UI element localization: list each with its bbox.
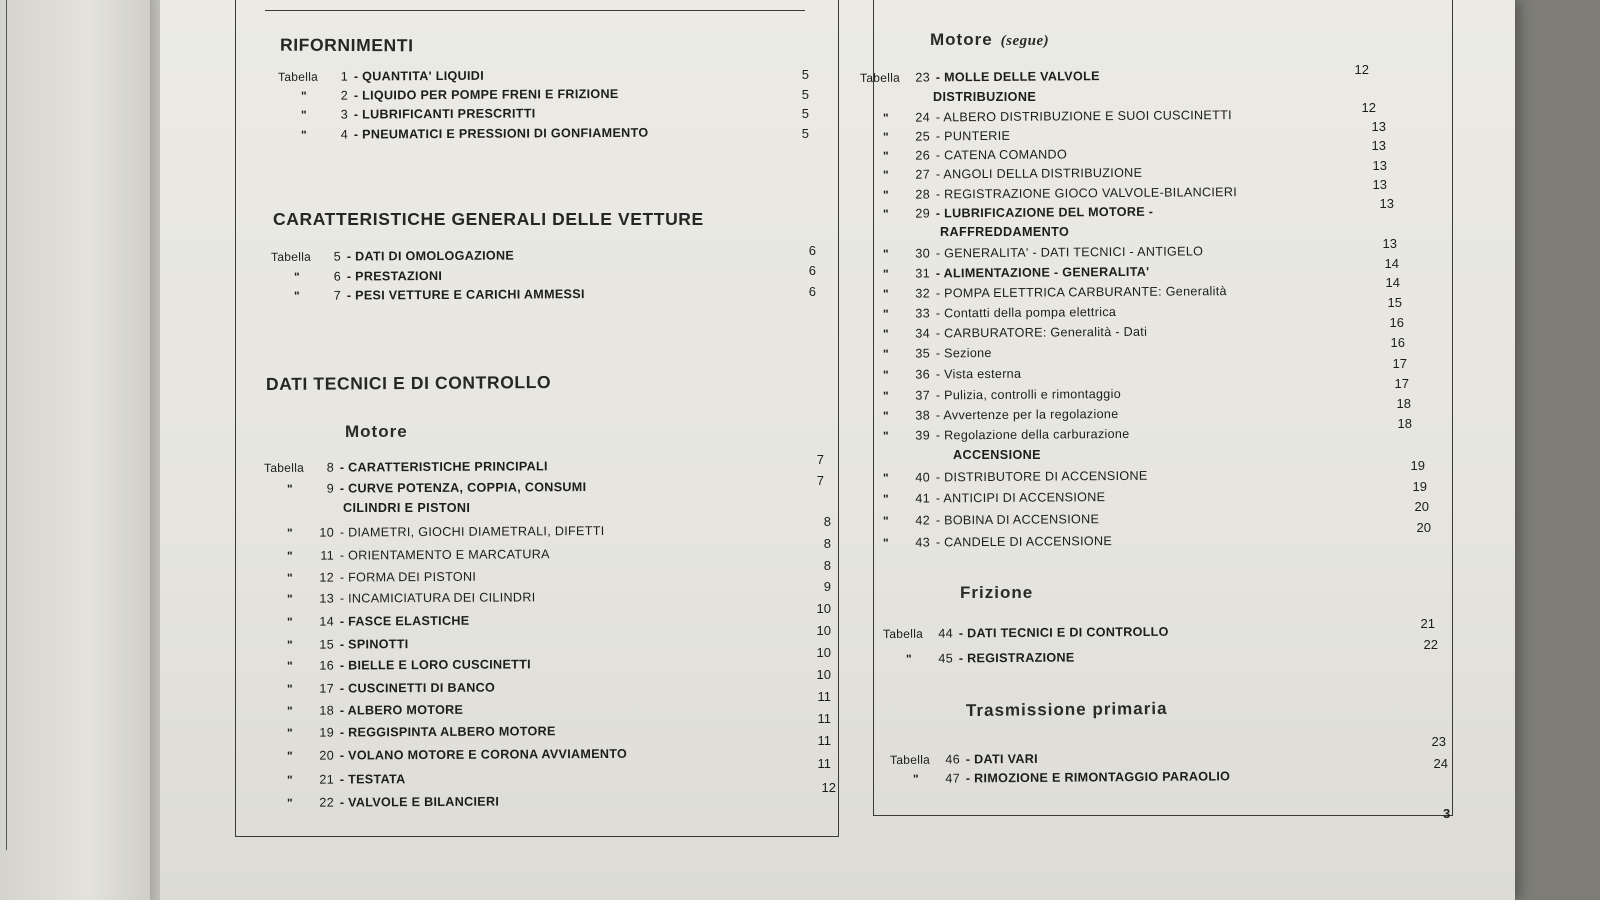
entry-number: 4 <box>340 127 349 142</box>
entry-page-number: 13 <box>1372 177 1387 192</box>
entry-page-number: 10 <box>816 601 831 616</box>
entry-title: - Regolazione della carburazione <box>931 426 1130 443</box>
section-title-caratteristiche: CARATTERISTICHE GENERALI DELLE VETTURE <box>273 209 704 229</box>
entry-number: 10 <box>319 525 335 540</box>
entry-title: - ANTICIPI DI ACCENSIONE <box>931 490 1106 506</box>
entry-title: - Pulizia, controlli e rimontaggio <box>931 386 1122 403</box>
entry-title: - QUANTITA' LIQUIDI <box>349 68 485 84</box>
section-title-rifornimenti: RIFORNIMENTI <box>279 34 414 56</box>
entry-title: - GENERALITA' - DATI TECNICI - ANTIGELO <box>931 244 1204 261</box>
entry-number: 23 <box>915 70 931 85</box>
entry-title: - CUSCINETTI DI BANCO <box>335 680 496 696</box>
entry-number: 47 <box>945 771 961 786</box>
facing-page-edge <box>0 0 150 900</box>
left-column-top-rule <box>265 0 805 11</box>
entry-prefix: Tabella <box>859 70 901 85</box>
right-entry-27 <box>860 165 1142 183</box>
entry-number: 28 <box>915 187 931 202</box>
entry-number: 27 <box>915 167 931 182</box>
entry-page-number: 13 <box>1382 236 1397 251</box>
right-entry-26 <box>860 146 1067 164</box>
entry-page-number: 11 <box>817 756 831 771</box>
entry-title: - CATENA COMANDO <box>931 147 1068 163</box>
right-entry-47 <box>890 768 1230 787</box>
left-entry-5 <box>271 248 514 265</box>
entry-page-number: 18 <box>1396 396 1411 411</box>
entry-prefix: " <box>882 167 890 182</box>
right-entry-40 <box>860 468 1148 486</box>
right-entry-28 <box>860 184 1237 203</box>
right-entry-42 <box>860 511 1099 529</box>
entry-title: - FASCE ELASTICHE <box>335 613 470 629</box>
entry-prefix: " <box>286 703 294 718</box>
page-number: 3 <box>1443 806 1451 821</box>
entry-number: 45 <box>938 651 954 666</box>
entry-page-number: 10 <box>816 623 831 638</box>
entry-page-number: 11 <box>817 689 831 704</box>
entry-title: - MOLLE DELLE VALVOLE <box>931 69 1100 85</box>
entry-page-number: 21 <box>1420 616 1435 631</box>
entry-number: 43 <box>915 535 931 550</box>
entry-prefix: " <box>882 346 890 361</box>
entry-page-number: 14 <box>1384 256 1399 271</box>
entry-prefix: " <box>882 129 890 144</box>
left-entry-20 <box>264 746 627 764</box>
entry-number: 5 <box>333 249 342 264</box>
right-entry-45 <box>883 649 1075 667</box>
entry-title: - SPINOTTI <box>335 637 409 652</box>
entry-title: - DATI TECNICI E DI CONTROLLO <box>954 624 1169 641</box>
entry-prefix: " <box>300 107 308 122</box>
right-entry-23 <box>860 68 1100 86</box>
entry-number: 24 <box>915 110 931 125</box>
entry-title-continuation: DISTRIBUZIONE <box>933 90 1037 104</box>
index-page <box>160 0 1515 900</box>
entry-prefix: " <box>286 725 294 740</box>
entry-number: 26 <box>915 148 931 163</box>
entry-title: - PESI VETTURE E CARICHI AMMESSI <box>342 287 585 303</box>
subsection-title-trasmissione: Trasmissione primaria <box>965 698 1168 721</box>
entry-title: - Sezione <box>931 345 992 361</box>
entry-number: 21 <box>319 772 335 787</box>
entry-number: 41 <box>915 491 931 506</box>
entry-prefix: " <box>286 591 294 606</box>
entry-title: - CARBURATORE: Generalità - Dati <box>931 324 1148 341</box>
entry-page-number: 7 <box>816 452 824 467</box>
left-entry-13 <box>264 589 536 607</box>
entry-page-number: 17 <box>1392 356 1407 371</box>
entry-number: 8 <box>326 460 335 475</box>
left-entry-18 <box>264 702 463 719</box>
entry-title: - PUNTERIE <box>931 128 1011 144</box>
entry-number: 9 <box>326 481 335 496</box>
entry-prefix: " <box>286 637 294 652</box>
entry-number: 11 <box>320 548 335 563</box>
right-entry-44 <box>883 624 1169 642</box>
entry-number: 32 <box>915 286 931 301</box>
subheading-accensione: ACCENSIONE <box>953 448 1041 462</box>
entry-number: 1 <box>340 69 349 84</box>
entry-title: - POMPA ELETTRICA CARBURANTE: Generalità <box>931 284 1227 301</box>
entry-prefix: " <box>286 795 294 810</box>
entry-page-number: 12 <box>821 780 836 795</box>
entry-prefix: " <box>286 481 294 496</box>
left-entry-10 <box>264 523 605 541</box>
left-entry-12 <box>264 569 476 586</box>
entry-page-number: 15 <box>1387 295 1402 310</box>
entry-number: 34 <box>915 326 931 341</box>
entry-page-number: 20 <box>1414 499 1429 514</box>
entry-page-number: 13 <box>1372 158 1387 173</box>
entry-page-number: 16 <box>1389 315 1404 330</box>
entry-prefix: " <box>300 127 308 142</box>
entry-page-number: 11 <box>817 733 831 748</box>
entry-title: - FORMA DEI PISTONI <box>335 569 477 585</box>
right-entry-37 <box>860 386 1121 404</box>
entry-page-number: 5 <box>801 67 809 82</box>
left-entry-1 <box>278 68 484 85</box>
entry-title: - DIAMETRI, GIOCHI DIAMETRALI, DIFETTI <box>335 523 605 540</box>
right-entry-24 <box>860 107 1232 126</box>
entry-number: 29 <box>915 206 931 221</box>
entry-prefix: " <box>882 187 890 202</box>
entry-title: - LUBRIFICANTI PRESCRITTI <box>349 106 536 122</box>
entry-page-number: 6 <box>808 263 816 278</box>
entry-prefix: " <box>882 246 890 261</box>
entry-title: - Contatti della pompa elettrica <box>931 304 1117 321</box>
entry-number: 35 <box>915 346 931 361</box>
entry-prefix: " <box>882 388 890 403</box>
entry-page-number: 22 <box>1423 637 1438 652</box>
subheading-cilindri-pistoni: CILINDRI E PISTONI <box>343 501 471 515</box>
entry-page-number: 13 <box>1379 196 1394 211</box>
entry-prefix: " <box>882 306 890 321</box>
entry-prefix: " <box>882 266 890 281</box>
entry-page-number: 5 <box>801 126 809 141</box>
entry-title: - PNEUMATICI E PRESSIONI DI GONFIAMENTO <box>349 125 649 142</box>
right-entry-29 <box>860 204 1153 222</box>
entry-page-number: 19 <box>1412 479 1427 494</box>
entry-prefix: " <box>912 771 920 786</box>
entry-prefix: " <box>286 772 294 787</box>
left-entry-21 <box>264 771 406 788</box>
right-entry-34 <box>860 324 1147 342</box>
entry-number: 12 <box>319 570 335 585</box>
entry-title: - CURVE POTENZA, COPPIA, CONSUMI <box>335 480 587 496</box>
right-entry-39 <box>860 426 1130 444</box>
entry-page-number: 8 <box>823 536 831 551</box>
entry-number: 20 <box>319 748 335 763</box>
left-entry-2 <box>278 86 619 104</box>
entry-page-number: 20 <box>1416 520 1431 535</box>
entry-title-continuation: RAFFREDDAMENTO <box>940 225 1070 239</box>
left-entry-17 <box>264 680 495 697</box>
left-entry-19 <box>264 723 556 741</box>
entry-number: 31 <box>915 266 931 281</box>
entry-page-number: 13 <box>1371 119 1386 134</box>
entry-number: 36 <box>915 367 931 382</box>
entry-prefix: Tabella <box>882 626 924 641</box>
entry-number: 46 <box>945 752 961 767</box>
entry-number: 40 <box>915 470 931 485</box>
entry-prefix: Tabella <box>889 752 931 767</box>
entry-title: - REGISTRAZIONE <box>954 650 1075 666</box>
entry-number: 39 <box>915 428 931 443</box>
left-entry-6 <box>271 268 442 285</box>
right-entry-43 <box>860 533 1112 551</box>
entry-number: 3 <box>340 107 349 122</box>
entry-prefix: " <box>286 681 294 696</box>
right-entry-33 <box>860 304 1116 322</box>
entry-title: - TESTATA <box>335 772 406 787</box>
left-entry-3 <box>278 105 536 123</box>
entry-title: - BOBINA DI ACCENSIONE <box>931 512 1100 528</box>
entry-title: - LUBRIFICAZIONE DEL MOTORE - <box>931 204 1154 221</box>
entry-prefix: " <box>882 206 890 221</box>
right-entry-32 <box>860 283 1227 302</box>
entry-prefix: " <box>882 513 890 528</box>
entry-prefix: " <box>882 326 890 341</box>
entry-number: 25 <box>915 129 931 144</box>
entry-title: - VALVOLE E BILANCIERI <box>335 794 500 810</box>
entry-prefix: " <box>882 491 890 506</box>
entry-page-number: 6 <box>808 284 816 299</box>
left-entry-22 <box>264 794 499 811</box>
entry-page-number: 13 <box>1371 138 1386 153</box>
right-entry-46 <box>890 751 1038 768</box>
entry-title: - VOLANO MOTORE E CORONA AVVIAMENTO <box>335 746 628 763</box>
left-entry-4 <box>278 125 649 143</box>
subsection-title-motore-segue <box>930 30 1049 50</box>
entry-title: - Avvertenze per la regolazione <box>931 406 1119 423</box>
right-entry-38 <box>860 406 1119 424</box>
subsection-title-motore: Motore <box>345 422 408 441</box>
left-entry-9 <box>264 479 586 497</box>
entry-title: - PRESTAZIONI <box>342 268 443 284</box>
entry-number: 16 <box>319 658 335 673</box>
entry-title: - ALBERO DISTRIBUZIONE E SUOI CUSCINETTI <box>931 108 1232 125</box>
entry-prefix: " <box>882 535 890 550</box>
entry-number: 42 <box>915 513 931 528</box>
entry-prefix: " <box>286 748 294 763</box>
entry-prefix: " <box>286 570 294 585</box>
entry-prefix: Tabella <box>277 69 319 84</box>
entry-number: 7 <box>333 288 342 303</box>
left-entry-14 <box>264 613 470 630</box>
entry-title: - DISTRIBUTORE DI ACCENSIONE <box>931 468 1148 485</box>
entry-page-number: 12 <box>1354 62 1369 77</box>
entry-page-number: 12 <box>1361 100 1376 115</box>
entry-title: - REGISTRAZIONE GIOCO VALVOLE-BILANCIERI <box>931 185 1238 202</box>
entry-page-number: 7 <box>816 473 824 488</box>
entry-prefix: " <box>882 286 890 301</box>
entry-prefix: " <box>882 470 890 485</box>
entry-prefix: " <box>286 658 294 673</box>
entry-number: 2 <box>340 88 349 103</box>
entry-page-number: 11 <box>817 711 831 726</box>
entry-number: 33 <box>915 306 931 321</box>
entry-page-number: 8 <box>823 514 831 529</box>
entry-prefix: " <box>293 269 301 284</box>
entry-prefix: " <box>905 651 913 666</box>
entry-page-number: 24 <box>1433 756 1448 771</box>
entry-page-number: 19 <box>1410 458 1425 473</box>
entry-number: 19 <box>319 725 335 740</box>
entry-page-number: 10 <box>816 667 831 682</box>
entry-number: 6 <box>333 269 342 284</box>
entry-page-number: 5 <box>801 87 809 102</box>
left-entry-7 <box>271 286 585 304</box>
entry-title: - Vista esterna <box>931 366 1022 382</box>
entry-prefix: " <box>293 288 301 303</box>
right-entry-35 <box>860 345 992 362</box>
entry-page-number: 8 <box>823 558 831 573</box>
entry-title: - ALIMENTAZIONE - GENERALITA' <box>931 264 1150 281</box>
entry-number: 17 <box>319 681 335 696</box>
subsection-title-frizione: Frizione <box>960 583 1034 602</box>
right-entry-31 <box>860 264 1150 282</box>
entry-prefix: " <box>882 428 890 443</box>
entry-prefix: " <box>882 148 890 163</box>
entry-prefix: Tabella <box>263 460 305 475</box>
entry-title: - ORIENTAMENTO E MARCATURA <box>335 547 550 563</box>
entry-title: - CANDELE DI ACCENSIONE <box>931 534 1113 550</box>
entry-prefix: " <box>286 525 294 540</box>
entry-number: 38 <box>915 408 931 423</box>
entry-page-number: 18 <box>1397 416 1412 431</box>
entry-prefix: " <box>882 408 890 423</box>
entry-title: - INCAMICIATURA DEI CILINDRI <box>335 590 536 606</box>
entry-title: - BIELLE E LORO CUSCINETTI <box>335 657 531 673</box>
left-entry-11 <box>264 546 550 564</box>
entry-page-number: 6 <box>808 243 816 258</box>
entry-page-number: 5 <box>801 106 809 121</box>
entry-title: - ANGOLI DELLA DISTRIBUZIONE <box>931 165 1143 182</box>
right-entry-41 <box>860 489 1105 507</box>
entry-number: 13 <box>319 591 335 606</box>
entry-page-number: 17 <box>1394 376 1409 391</box>
entry-number: 30 <box>915 246 931 261</box>
entry-number: 15 <box>319 637 335 652</box>
entry-page-number: 23 <box>1431 734 1446 749</box>
entry-prefix: " <box>300 88 308 103</box>
entry-page-number: 10 <box>816 645 831 660</box>
entry-title: - CARATTERISTICHE PRINCIPALI <box>335 459 548 475</box>
entry-title: - REGGISPINTA ALBERO MOTORE <box>335 724 556 740</box>
entry-page-number: 14 <box>1385 275 1400 290</box>
entry-number: 14 <box>319 614 335 629</box>
entry-number: 18 <box>319 703 335 718</box>
entry-title: - DATI VARI <box>961 751 1038 767</box>
entry-number: 44 <box>938 626 954 641</box>
left-entry-8 <box>264 458 548 476</box>
entry-prefix: " <box>882 110 890 125</box>
segue-label: (segue) <box>1000 33 1050 49</box>
entry-prefix: " <box>286 548 294 563</box>
entry-title: - LIQUIDO PER POMPE FRENI E FRIZIONE <box>349 86 619 103</box>
entry-number: 37 <box>915 388 931 403</box>
entry-page-number: 16 <box>1390 335 1405 350</box>
right-entry-25 <box>860 128 1010 145</box>
entry-prefix: " <box>882 367 890 382</box>
left-entry-16 <box>264 656 531 674</box>
entry-title: - RIMOZIONE E RIMONTAGGIO PARAOLIO <box>961 769 1231 786</box>
entry-prefix: Tabella <box>270 249 312 264</box>
entry-title: - ALBERO MOTORE <box>335 702 464 718</box>
motore-segue-title: Motore <box>930 30 993 49</box>
left-entry-15 <box>264 636 409 653</box>
entry-page-number: 9 <box>823 579 831 594</box>
entry-number: 22 <box>319 795 335 810</box>
section-title-dati-tecnici: DATI TECNICI E DI CONTROLLO <box>265 372 552 394</box>
entry-prefix: " <box>286 614 294 629</box>
right-entry-30 <box>860 243 1203 262</box>
right-entry-36 <box>860 366 1021 383</box>
entry-title: - DATI DI OMOLOGAZIONE <box>342 248 515 264</box>
